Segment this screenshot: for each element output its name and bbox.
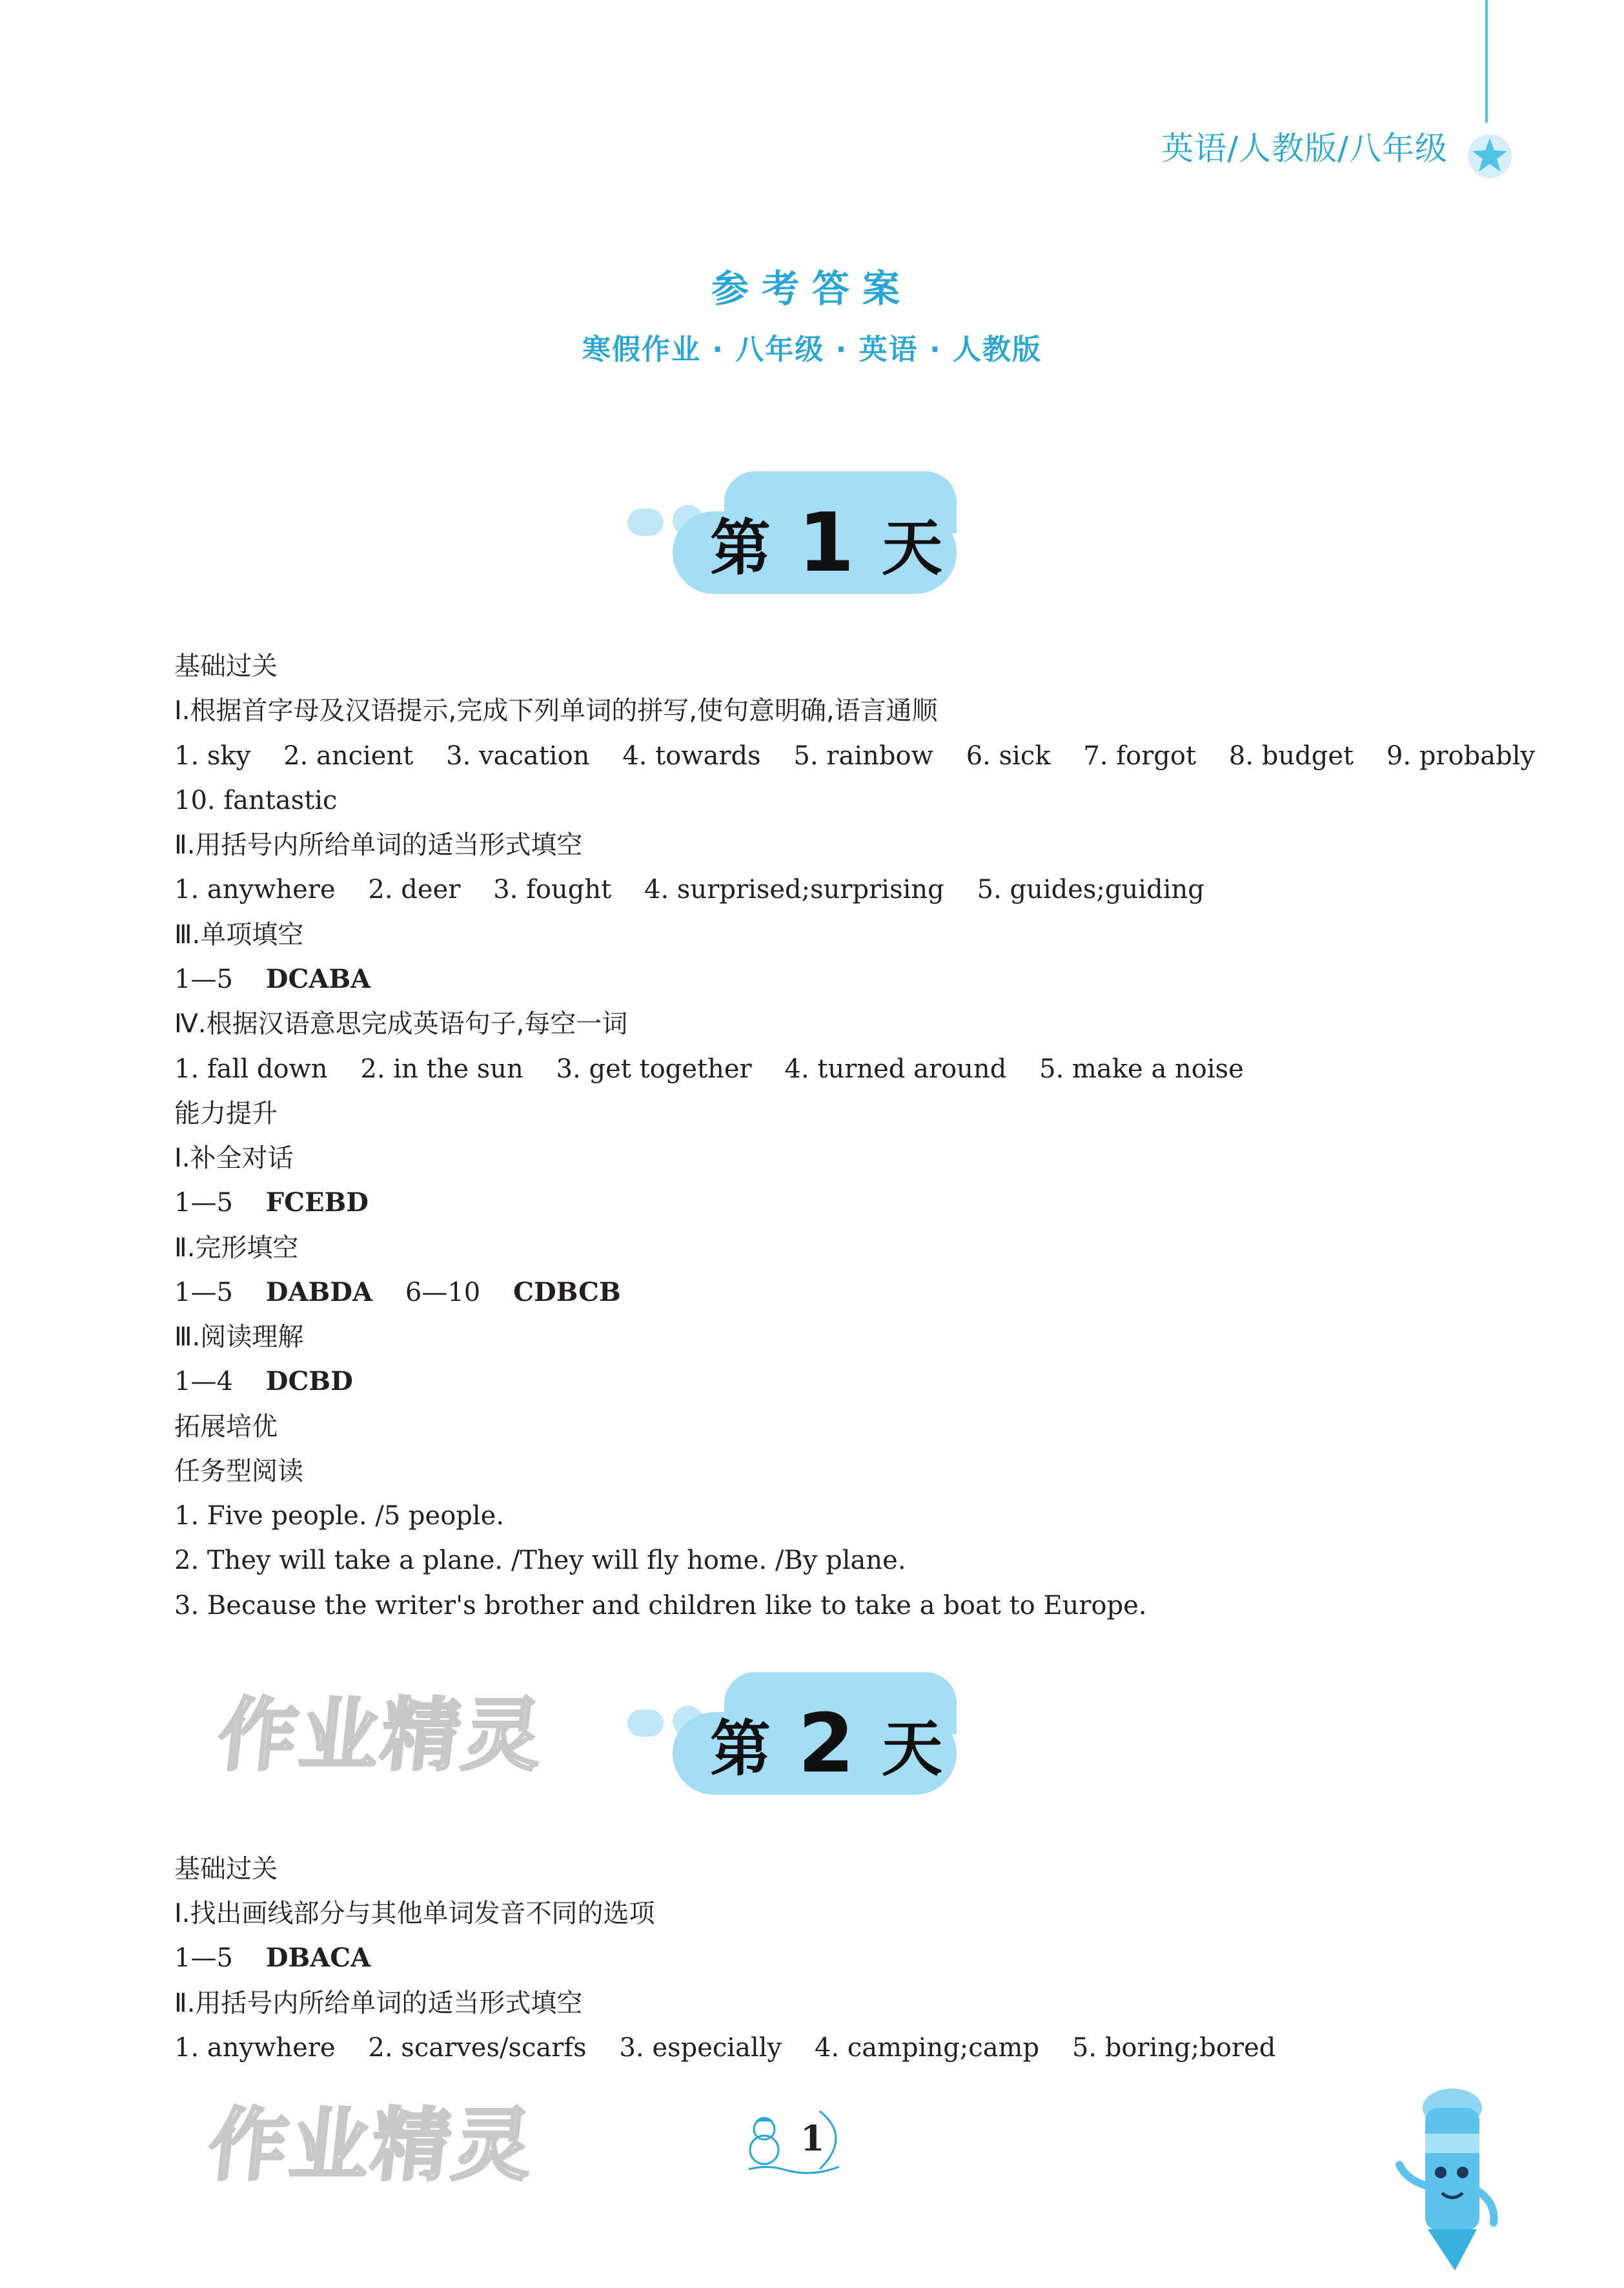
- answer-line: [174, 1277, 621, 1307]
- answer-line: 2. They will take a plane. /They will fly home. /By plane.: [174, 1546, 906, 1575]
- section-heading: 基础过关: [174, 651, 278, 681]
- section-heading: 能力提升: [174, 1099, 278, 1129]
- day-number: 2: [798, 1695, 855, 1791]
- answer-line: 1. Five people. /5 people.: [174, 1501, 505, 1531]
- star-icon: [1464, 129, 1516, 181]
- page-number: 1: [800, 2118, 825, 2159]
- answer-line: [174, 1366, 353, 1396]
- day-prefix: 第: [710, 513, 771, 584]
- range-label: 1—5: [174, 965, 266, 994]
- section-heading: 基础过关: [174, 1854, 278, 1884]
- question-title: Ⅳ.根据汉语意思完成英语句子,每空一词: [174, 1009, 628, 1039]
- day-number: 1: [798, 495, 855, 590]
- watermark-text: 作业精灵: [204, 2099, 540, 2191]
- answer-key: DCBD: [265, 1366, 353, 1396]
- answer-line: [174, 966, 370, 992]
- answer-key: DABDA: [265, 1277, 373, 1307]
- question-title: Ⅲ.单项填空: [174, 920, 304, 950]
- question-title: Ⅲ.阅读理解: [174, 1322, 304, 1352]
- range-label: 1—5: [174, 1943, 266, 1973]
- section-heading: 拓展培优: [174, 1412, 278, 1442]
- range-label: 1—4: [174, 1367, 266, 1396]
- day-2-banner: [620, 1672, 994, 1814]
- header-tag: 英语/人教版/八年级: [1161, 130, 1448, 167]
- question-title: Ⅱ.用括号内所给单词的适当形式填空: [174, 830, 583, 860]
- question-title: Ⅰ.根据首字母及汉语提示,完成下列单词的拼写,使句意明确,语言通顺: [174, 696, 938, 726]
- answer-line: 1. fall down 2. in the sun 3. get together 4. turned around 5. make a noise: [174, 1054, 1244, 1084]
- pencil-mascot-icon: [1388, 2082, 1504, 2276]
- answer-key: DBACA: [265, 1943, 371, 1973]
- page-subtitle: 寒假作业 · 八年级 · 英语 · 人教版: [582, 333, 1042, 366]
- question-title: Ⅱ.完形填空: [174, 1233, 299, 1263]
- day-suffix: 天: [881, 513, 942, 584]
- hanging-line: [1485, 0, 1488, 123]
- range-label: 6—10: [372, 1278, 514, 1307]
- range-label: 1—5: [174, 1188, 266, 1218]
- answer-line: 3. Because the writer's brother and children like to take a boat to Europe.: [174, 1591, 1147, 1620]
- page-title: 参考答案: [711, 267, 913, 311]
- day-prefix: 第: [710, 1713, 771, 1784]
- answer-key: FCEBD: [265, 1187, 369, 1218]
- answer-line: 1. sky 2. ancient 3. vacation 4. towards 5. rainbow 6. sick 7. forgot 8. budget 9. probably: [174, 741, 1536, 771]
- answer-line: [174, 1187, 369, 1218]
- answer-key: DCABA: [265, 964, 371, 994]
- question-title: 任务型阅读: [174, 1456, 303, 1486]
- question-title: Ⅰ.找出画线部分与其他单词发音不同的选项: [174, 1899, 655, 1928]
- answer-line: 1. anywhere 2. scarves/scarfs 3. especially 4. camping;camp 5. boring;bored: [174, 2033, 1276, 2063]
- page-number-badge: [742, 2105, 858, 2182]
- answer-line: 1. anywhere 2. deer 3. fought 4. surprised;surprising 5. guides;guiding: [174, 875, 1204, 904]
- watermark-text: 作业精灵: [214, 1690, 549, 1781]
- day-suffix: 天: [881, 1713, 942, 1784]
- answer-line: [174, 1945, 370, 1971]
- answer-key: CDBCB: [513, 1277, 621, 1307]
- range-label: 1—5: [174, 1278, 266, 1307]
- answer-line: 10. fantastic: [174, 786, 338, 815]
- question-title: Ⅰ.补全对话: [174, 1143, 294, 1173]
- question-title: Ⅱ.用括号内所给单词的适当形式填空: [174, 1988, 583, 2018]
- day-1-banner: [620, 471, 994, 613]
